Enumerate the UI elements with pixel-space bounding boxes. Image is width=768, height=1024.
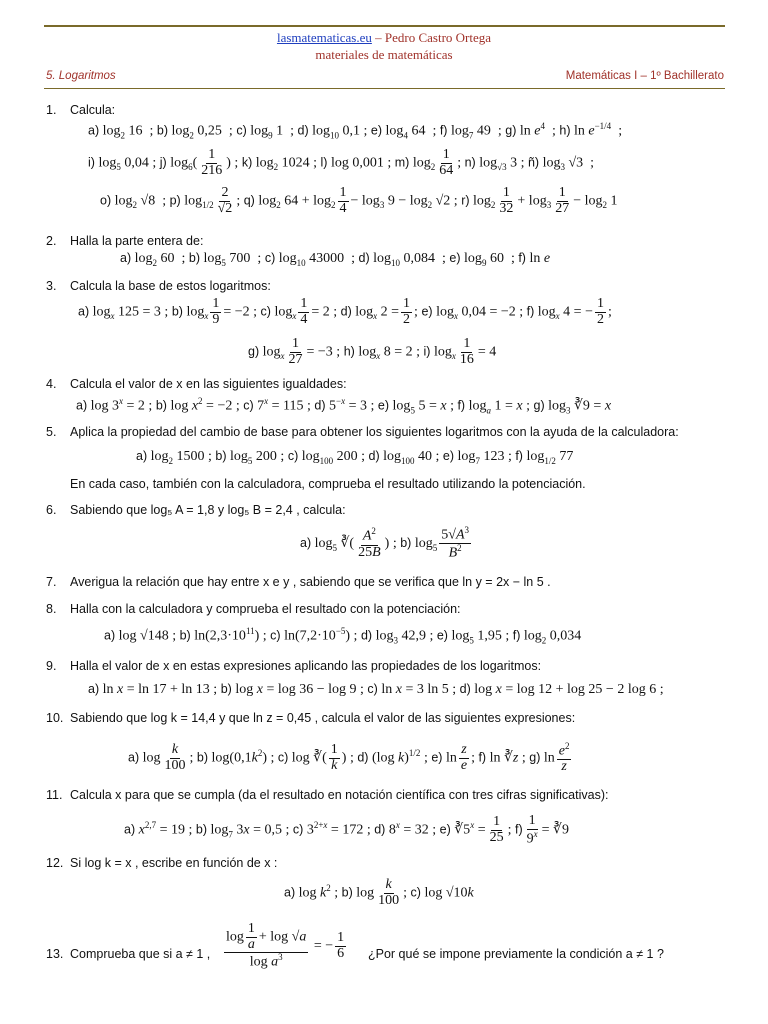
question-10: 10. Sabiendo que log k = 14,4 y que ln z = 0,45 , calcula el valor de las siguientes expresiones: [46,711,576,725]
q9-row: a) ln x = ln 17 + ln 13 ; b) log x = log 36 − log 9 ; c) ln x = 3 ln 5 ; d) log x = log 12 + log 25 − 2 log 6 ; [88,682,664,697]
question-8: 8. Halla con la calculadora y comprueba el resultado con la potenciación: [46,602,461,616]
question-number: 1. [46,103,57,117]
q5-row: a) $\log_2 1500$ ; b) $\log_5 200$ ; c) $\log_{100} 200$ ; d) $\log_{100} 40$ ; e) $\log_7 123$ ; f) $\log_{1/2} 77$ [136,449,574,466]
q3-row-1: a) $\log_x 125 = 3$ ; b) $\log_x$ $\frac{1}{9}$ = −2 ; c) $\log_x$ $\frac{1}{4}$ = 2 ; d) $\log_x 2$ = $\frac{1}{2}$ ; e) $\log_x 0,04 = -2$ ; f) $\log_x 4$ = − $\frac{1}{2}$ ; [78,296,612,327]
q8-row: a) log √148 ; b) $\ln(2,3\cdot 10^{11})$ ; c) $\ln(7,2\cdot 10^{-5})$ ; d) $\log_3 42,9$ ; e) $\log_5 1,95$ ; f) $\log_2 0,034$ [104,626,582,646]
q1-row-2: i) $\log_5 0,04$ ; j) $\log_6$( $\frac{1}{216}$ ) ; k) $\log_2 1024$ ; l) log 0,001 ; m) $\log_2$ $\frac{1}{64}$ ; n) $\log_{√3} 3$ ; ñ) $\log_3 √3$ ; [88,147,595,178]
section-title: 5. Logaritmos [46,70,116,82]
question-12: 12. Si log k = x , escribe en función de x : [46,856,278,870]
question-5: 5. Aplica la propiedad del cambio de base para obtener los siguientes logaritmos con la ayuda de la calculadora: [46,425,679,439]
header-line-1 [0,30,768,46]
q4-row: a) $\log 3^x = 2$ ; b) $\log x^2 = -2$ ; c) $7^x = 115$ ; d) $5^{-x} = 3$ ; e) $\log_5 5 = x$ ; f) $\log_a 1 = x$ ; g) $\log_3$ ∛9 = x [76,396,612,416]
question-1 [46,103,115,117]
question-text: Calcula: [70,103,116,117]
question-4: 4. Calcula el valor de x en las siguientes igualdades: [46,377,347,391]
question-3: 3. Calcula la base de estos logaritmos: [46,279,271,293]
header-dash: – [371,30,385,45]
q3-row-2: g) $\log_x$ $\frac{1}{27}$ = −3 ; h) $\log_x 8 = 2$ ; i) $\log_x$ $\frac{1}{16}$ = 4 [248,336,497,367]
course-title: Matemáticas I – 1º Bachillerato [565,70,724,82]
q11-row: a) $x^{2,7} = 19$ ; b) $\log_7 3x = 0,5$ ; c) $3^{2+x} = 172$ ; d) $8^x = 32$ ; e) $∛5^x$ = $\frac{1}{25}$ ; f) $\frac{1}{9^x}$ = ∛9 [124,813,569,847]
q5-note: En cada caso, también con la calculadora, comprueba el resultado utilizando la potenciación. [70,477,586,491]
header-top-rule [44,25,725,27]
question-11: 11. Calcula x para que se cumpla (da el resultado en notación científica con tres cifras significativas): [46,788,609,802]
q10-row: a) log $\frac{k}{100}$ ; b) $\log(0,1k^2)$ ; c) log ∛( $\frac{1}{k}$ ) ; d) (log k)$^{1/2}$ ; e) ln $\frac{z}{e}$ ; f) ln ∛z ; g) ln $\frac{e^2}{z}$ [128,741,570,775]
author-name: Pedro Castro Ortega [384,30,492,45]
question-6: 6. Sabiendo que log₅ A = 1,8 y log₅ B = 2,4 , calcula: [46,503,346,517]
q1-row-1: a) $\log_2 16$ ; b) $\log_2 0,25$ ; c) $\log_9 1$ ; d) $\log_{10} 0,1$ ; e) $\log_4 64$ ; f) $\log_7 49$ ; g) $\ln e^4$ ; h) $\ln e^{-1/4}$ ; [88,121,623,141]
question-2: 2. Halla la parte entera de: [46,234,204,248]
q13-question: ¿Por qué se impone previamente la condición a ≠ 1 ? [368,947,664,961]
q1-row-3: o) $\log_2 √8$ ; p) $\log_{1/2}$ $\frac{2}{√2}$ ; q) $\log_2 64 + \log_2$ $\frac{1}{4}$ − $\log_3 9 - \log_2 √2$ ; r) $\log_2$ $\frac{1}{32}$ + $\log_3$ $\frac{1}{27}$ − $\log_2 1$ [100,185,618,216]
question-9: 9. Halla el valor de x en estas expresiones aplicando las propiedades de los logaritmos: [46,659,542,673]
q13-formula: log $\frac{1}{a}$ + log √a $\log a^3$ = − $\frac{1}{6}$ [226,921,345,971]
q6-row: a) $\log_5$ ∛( $\frac{A^2}{25B}$ ) ; b) $\log_5$ $\frac{5√A^3}{B^2}$ [300,525,469,561]
site-link[interactable]: lasmatematicas.eu [276,30,372,45]
header-subtitle: materiales de matemáticas [315,47,453,62]
question-13: 13. Comprueba que si a ≠ 1 , [46,947,211,961]
q12-row: a) $\log k^2$ ; b) log $\frac{k}{100}$ ; c) log √10k [284,877,474,908]
question-7: 7. Averigua la relación que hay entre x e y , sabiendo que se verifica que ln y = 2x − ln 5 . [46,575,551,589]
header-bottom-rule [44,88,725,89]
q2-row: a) $\log_2 60$ ; b) $\log_5 700$ ; c) $\log_{10} 43000$ ; d) $\log_{10} 0,084$ ; e) $\log_9 60$ ; f) ln e [120,251,551,268]
